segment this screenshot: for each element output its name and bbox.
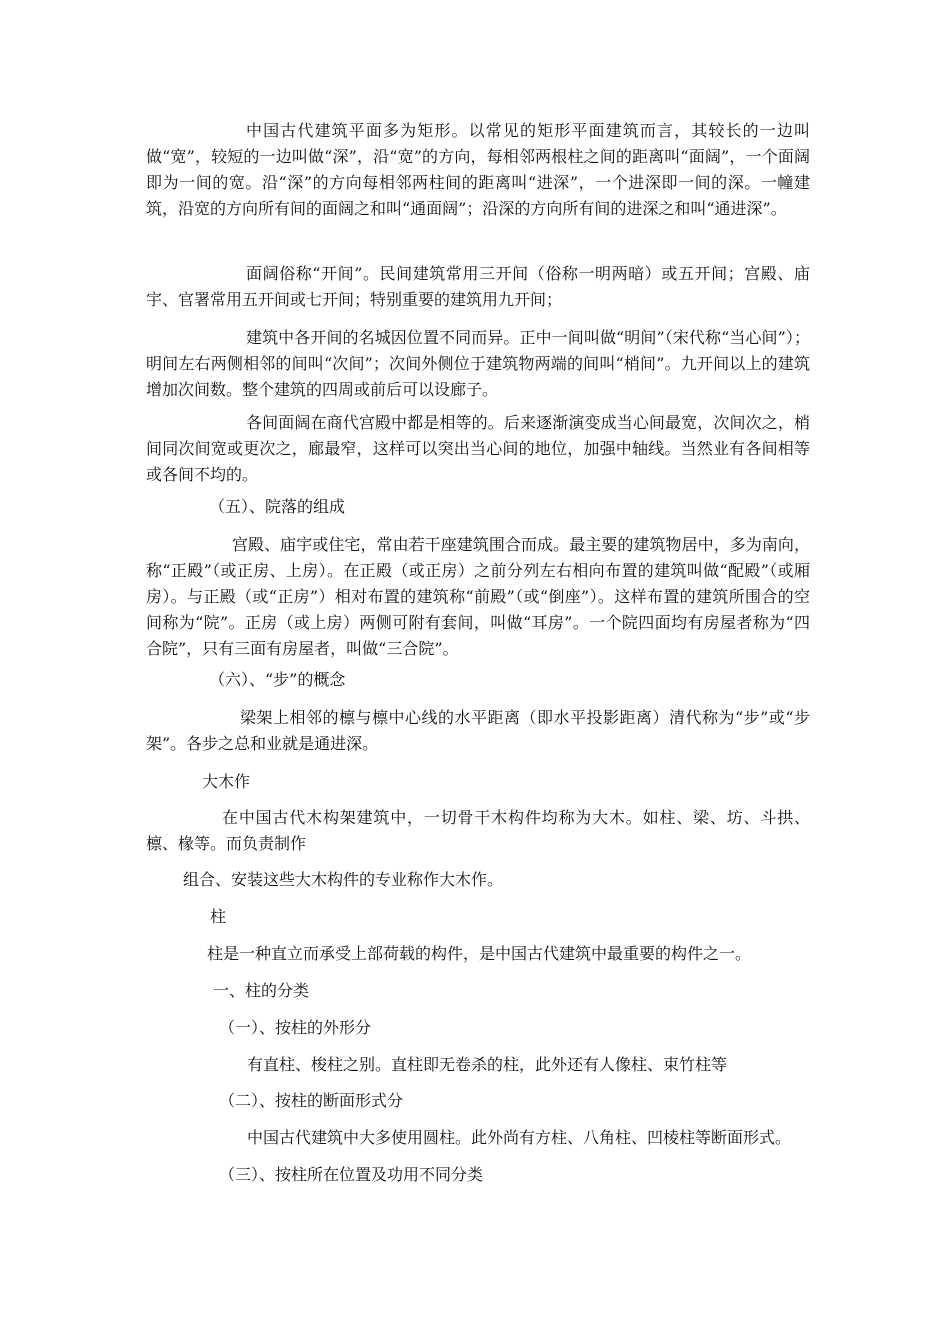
heading-column-classification: 一、柱的分类 bbox=[213, 981, 310, 1000]
paragraph-by-shape: 有直柱、梭柱之别。直柱即无卷杀的柱，此外还有人像柱、束竹柱等 bbox=[247, 1055, 728, 1074]
paragraph-bu: 梁架上相邻的檩与檩中心线的水平距离（即水平投影距离）清代称为“步”或“步架”。各步之总和业就是通进深。 bbox=[146, 708, 810, 753]
subheading-by-shape: （一）、按柱的外形分 bbox=[219, 1018, 372, 1037]
paragraph-courtyard: 宫殿、庙宇或住宅，常由若干座建筑围合而成。最主要的建筑物居中，多为南向，称“正殿”（或正房、上房）。在正殿（或正房）之前分列左右相向布置的建筑叫做“配殿”（或厢房）。与正殿（或“正房”）相对布置的建筑称“前殿”（或“倒座”）。这样布置的建筑所围合的空间称为“院”。正房（或上房）两侧可附有套间，叫做“耳房”。一个院四面均有房屋者称为“四合院”，只有三面有房屋者，叫做“三合院”。 bbox=[146, 535, 810, 658]
heading-damuzuo: 大木作 bbox=[202, 772, 251, 791]
section-heading-bu: （六）、“步”的概念 bbox=[209, 670, 346, 689]
subheading-by-section: （二）、按柱的断面形式分 bbox=[219, 1091, 404, 1110]
paragraph-plan-dimensions: 中国古代建筑平面多为矩形。以常见的矩形平面建筑而言，其较长的一边叫做“宽”，较短的一边叫做“深”，沿“宽”的方向，每相邻两根柱之间的距离叫“面阔”，一个面阔即为一间的宽。沿“深”的方向每相邻两柱间的距离叫“进深”，一个进深即一间的深。一幢建筑，沿宽的方向所有间的面阔之和叫“通面阔”；沿深的方向所有间的进深之和叫“通进深”。 bbox=[146, 121, 810, 218]
paragraph-bays: 面阔俗称“开间”。民间建筑常用三开间（俗称一明两暗）或五开间；宫殿、庙宇、官署常用五开间或七开间；特别重要的建筑用九开间； bbox=[146, 264, 810, 309]
heading-column: 柱 bbox=[210, 907, 227, 926]
paragraph-bay-names: 建筑中各开间的名城因位置不同而异。正中一间叫做“明间”（宋代称“当心间”）；明间左右两侧相邻的间叫“次间”；次间外侧位于建筑物两端的间叫“梢间”。九开间以上的建筑增加次间数。整个建筑的四周或前后可以设廊子。 bbox=[146, 328, 810, 399]
section-heading-courtyard: （五）、院落的组成 bbox=[209, 497, 346, 516]
paragraph-damuzuo-continued: 组合、安装这些大木构件的专业称作大木作。 bbox=[183, 870, 504, 889]
paragraph-by-section: 中国古代建筑中大多使用圆柱。此外尚有方柱、八角柱、凹棱柱等断面形式。 bbox=[247, 1128, 792, 1147]
paragraph-column-definition: 柱是一种直立而承受上部荷载的构件，是中国古代建筑中最重要的构件之一。 bbox=[207, 944, 752, 963]
subheading-by-position: （三）、按柱所在位置及功用不同分类 bbox=[219, 1165, 484, 1184]
paragraph-damuzuo: 在中国古代木构架建筑中，一切骨干木构件均称为大木。如柱、梁、坊、斗拱、檩、椽等。而负责制作 bbox=[146, 808, 810, 853]
paragraph-bay-widths: 各间面阔在商代宫殿中都是相等的。后来逐渐演变成当心间最宽，次间次之，梢间同次间宽或更次之，廊最窄，这样可以突出当心间的地位，加强中轴线。当然业有各间相等或各间不均的。 bbox=[146, 413, 810, 484]
